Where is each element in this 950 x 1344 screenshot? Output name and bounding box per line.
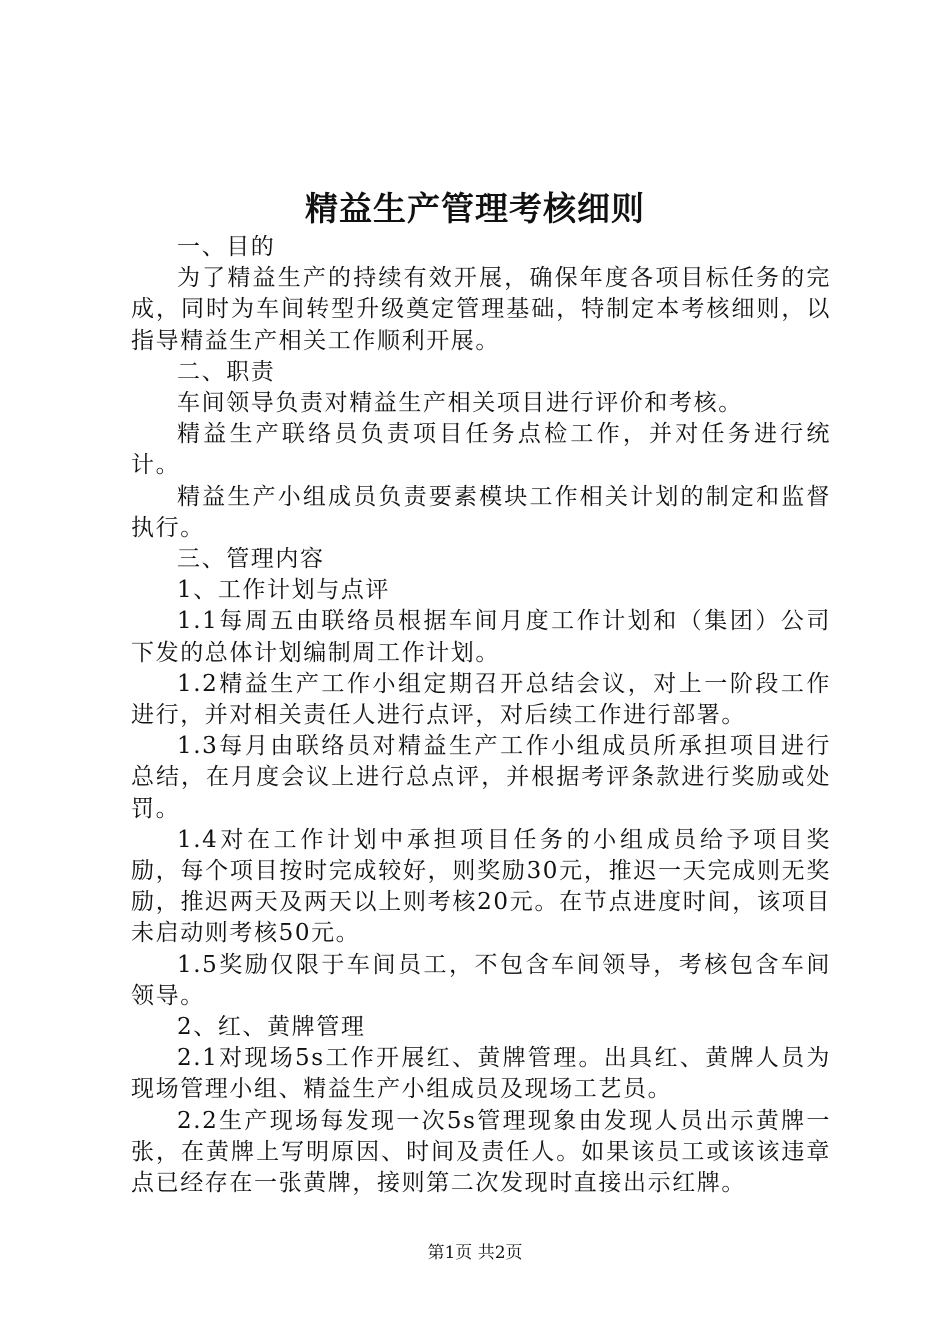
paragraph: 精益生产小组成员负责要素模块工作相关计划的制定和监督执行。 (131, 483, 831, 541)
section-heading: 一、目的 (177, 234, 276, 260)
page-footer: 第1页 共2页 (427, 1243, 523, 1263)
paragraph: 2.2生产现场每发现一次5s管理现象由发现人员出示黄牌一张，在黄牌上写明原因、时间及责任人。如果该员工或该该违章点已经存在一张黄牌，接则第二次发现时直接出示红牌。 (131, 1107, 831, 1197)
paragraph: 车间领导负责对精益生产相关项目进行评价和考核。 (177, 390, 743, 417)
paragraph: 1.1每周五由联络员根据车间月度工作计划和（集团）公司下发的总体计划编制周工作计划。 (131, 608, 831, 666)
paragraph: 为了精益生产的持续有效开展，确保年度各项目标任务的完成，同时为车间转型升级奠定管理基础，特制定本考核细则，以指导精益生产相关工作顺利开展。 (131, 265, 831, 354)
subsection-heading: 1、工作计划与点评 (177, 577, 391, 604)
paragraph: 2.1对现场5s工作开展红、黄牌管理。出具红、黄牌人员为现场管理小组、精益生产小组成员及现场工艺员。 (131, 1045, 831, 1103)
paragraph: 1.5奖励仅限于车间员工，不包含车间领导，考核包含车间领导。 (131, 951, 831, 1009)
document-body (131, 232, 831, 1199)
paragraph: 1.4对在工作计划中承担项目任务的小组成员给予项目奖励，每个项目按时完成较好，则奖励30元，推迟一天完成则无奖励，推迟两天及两天以上则考核20元。在节点进度时间，该项目未启动则考核50元。 (131, 826, 831, 947)
paragraph: 1.3每月由联络员对精益生产工作小组成员所承担项目进行总结，在月度会议上进行总点评，并根据考评条款进行奖励或处罚。 (131, 733, 831, 822)
subsection-heading: 2、红、黄牌管理 (177, 1014, 366, 1041)
paragraph: 精益生产联络员负责项目任务点检工作，并对任务进行统计。 (131, 421, 831, 479)
paragraph: 1.2精益生产工作小组定期召开总结会议，对上一阶段工作进行，并对相关责任人进行点评，对后续工作进行部署。 (131, 670, 831, 729)
section-heading: 三、管理内容 (177, 546, 325, 573)
document-title: 精益生产管理考核细则 (305, 189, 645, 228)
section-heading: 二、职责 (177, 358, 276, 385)
